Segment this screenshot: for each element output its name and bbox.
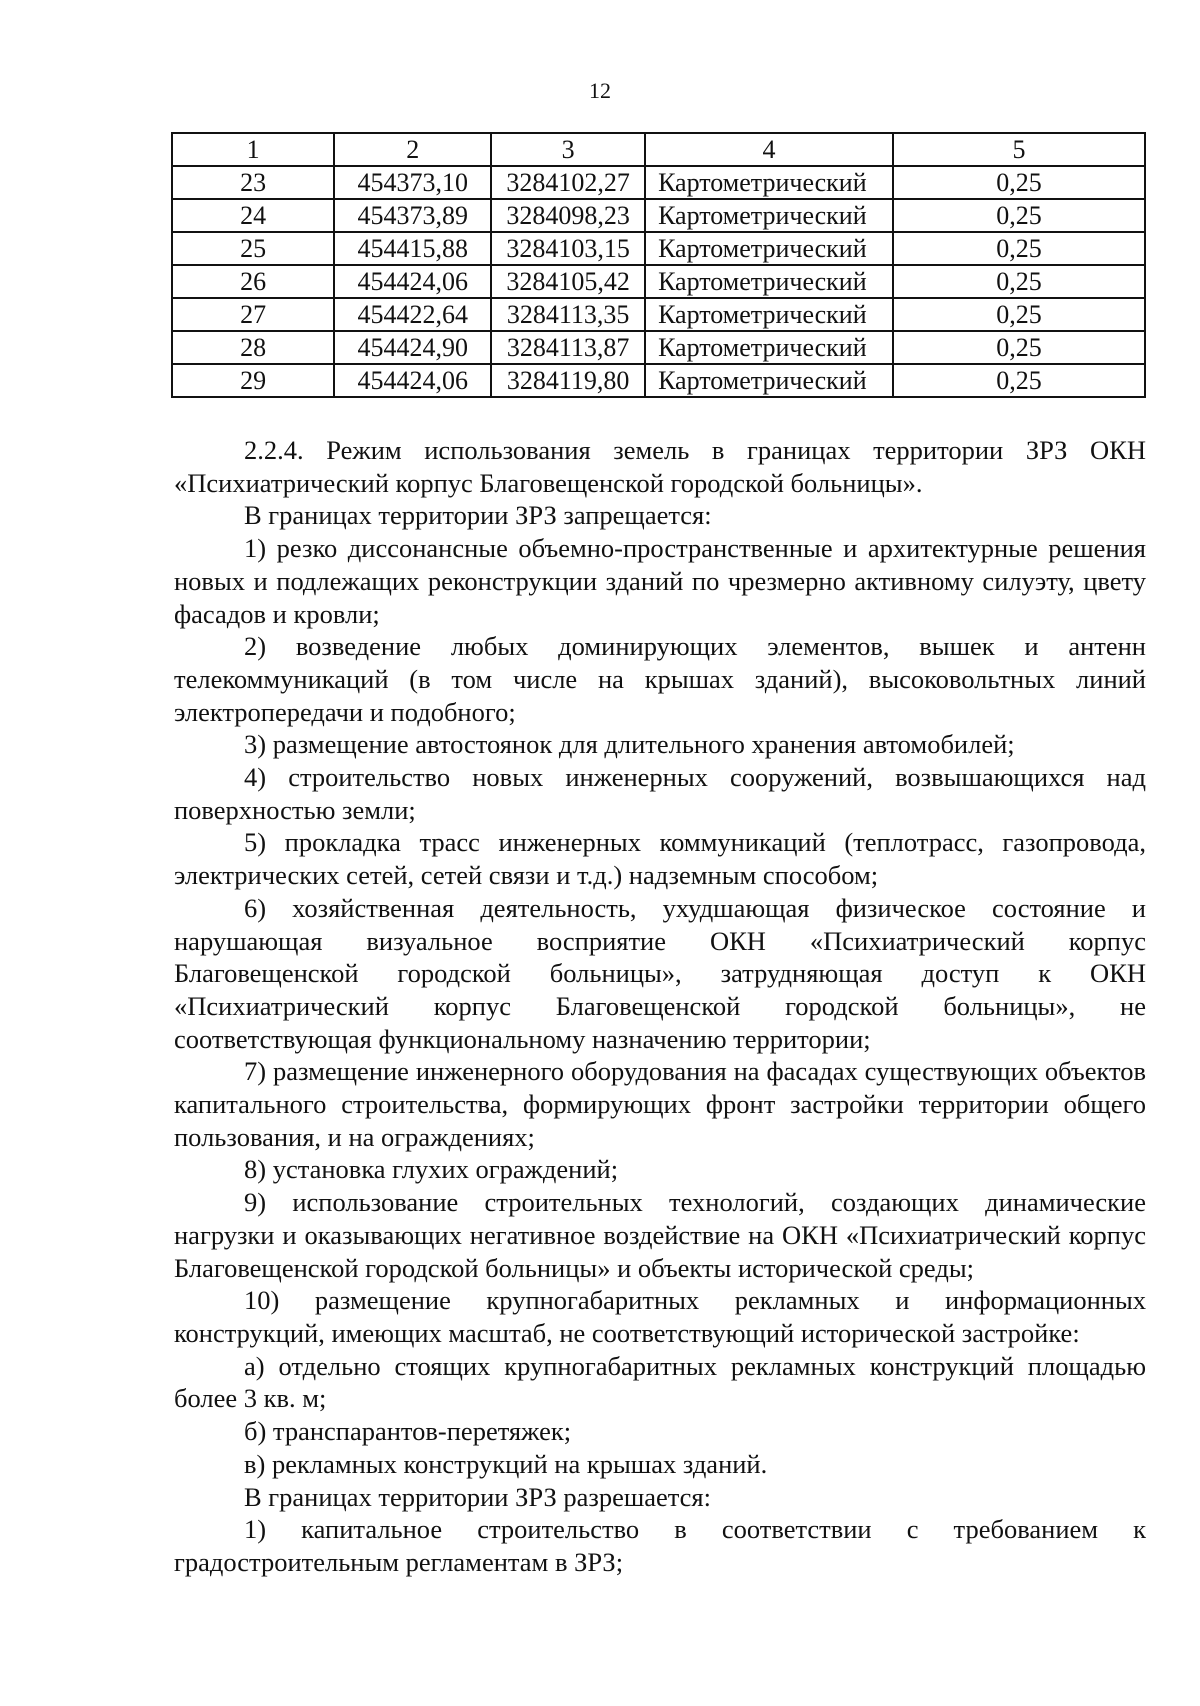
list-item: 10) размещение крупногабаритных рекламных и информационных конструкций, имеющих масштаб, не соответствующий исторической застройке:: [174, 1285, 1146, 1348]
coordinate-x: 454422,64: [334, 298, 491, 331]
method: Картометрический: [645, 364, 893, 397]
table-row: [172, 265, 1145, 298]
accuracy: 0,25: [893, 364, 1145, 397]
accuracy: 0,25: [893, 166, 1145, 199]
table-header-cell: 1: [172, 133, 334, 166]
list-item: 2) возведение любых доминирующих элементов, вышек и антенн телекоммуникаций (в том числе на крышах зданий), высоковольтных линий электропередачи и подобного;: [174, 631, 1146, 727]
coordinate-y: 3284113,87: [491, 331, 645, 364]
list-item: 7) размещение инженерного оборудования на фасадах существующих объектов капитального строительства, формирующих фронт застройки территории общего пользования, и на ограждениях;: [174, 1056, 1146, 1152]
method: Картометрический: [645, 331, 893, 364]
section-heading-paragraph: 2.2.4. Режим использования земель в границах территории ЗРЗ ОКН «Психиатрический корпус Благовещенской городской больницы».: [174, 435, 1146, 498]
list-item: 3) размещение автостоянок для длительного хранения автомобилей;: [244, 729, 1015, 760]
coordinate-x: 454373,10: [334, 166, 491, 199]
point-number: 24: [172, 199, 334, 232]
table-header-cell: 5: [893, 133, 1145, 166]
table-header-cell: 4: [645, 133, 893, 166]
list-item: 1) капитальное строительство в соответствии с требованием к градостроительным регламентам в ЗРЗ;: [174, 1514, 1146, 1577]
point-number: 28: [172, 331, 334, 364]
coordinate-x: 454373,89: [334, 199, 491, 232]
table-header-cell: 3: [491, 133, 645, 166]
coordinate-x: 454424,90: [334, 331, 491, 364]
accuracy: 0,25: [893, 298, 1145, 331]
coordinate-x: 454424,06: [334, 265, 491, 298]
coordinate-x: 454415,88: [334, 232, 491, 265]
coordinate-y: 3284113,35: [491, 298, 645, 331]
coordinate-y: 3284119,80: [491, 364, 645, 397]
table-row: [172, 232, 1145, 265]
sub-list-item: а) отдельно стоящих крупногабаритных рекламных конструкций площадью более 3 кв. м;: [174, 1350, 1146, 1414]
coordinate-y: 3284105,42: [491, 265, 645, 298]
method: Картометрический: [645, 232, 893, 265]
prohibited-intro-paragraph: В границах территории ЗРЗ запрещается:: [244, 500, 712, 531]
table-row: [172, 364, 1145, 397]
sub-list-item: б) транспарантов-перетяжек;: [244, 1416, 572, 1447]
list-item: 5) прокладка трасс инженерных коммуникаций (теплотрасс, газопровода, электрических сетей, сетей связи и т.д.) надземным способом;: [174, 827, 1146, 891]
table-row: [172, 199, 1145, 232]
permitted-intro-paragraph: В границах территории ЗРЗ разрешается:: [244, 1481, 711, 1512]
accuracy: 0,25: [893, 331, 1145, 364]
coordinate-x: 454424,06: [334, 364, 491, 397]
accuracy: 0,25: [893, 232, 1145, 265]
sub-list-item: в) рекламных конструкций на крышах зданий.: [244, 1448, 768, 1479]
table-row: [172, 298, 1145, 331]
page-number: 12: [589, 78, 611, 103]
method: Картометрический: [645, 166, 893, 199]
list-item: 8) установка глухих ограждений;: [244, 1154, 619, 1185]
point-number: 27: [172, 298, 334, 331]
accuracy: 0,25: [893, 199, 1145, 232]
table-header-row: [172, 133, 1145, 166]
table-row: [172, 166, 1145, 199]
coordinate-y: 3284103,15: [491, 232, 645, 265]
body-text: [174, 434, 1146, 1579]
point-number: 25: [172, 232, 334, 265]
table-row: [172, 331, 1145, 364]
coordinate-y: 3284098,23: [491, 199, 645, 232]
list-item: 4) строительство новых инженерных сооружений, возвышающихся над поверхностью земли;: [174, 762, 1146, 825]
list-item: 9) использование строительных технологий, создающих динамические нагрузки и оказывающих негативное воздействие на ОКН «Психиатрический корпус Благовещенской городской больницы» и объекты исторической среды;: [174, 1187, 1146, 1283]
method: Картометрический: [645, 265, 893, 298]
accuracy: 0,25: [893, 265, 1145, 298]
method: Картометрический: [645, 199, 893, 232]
point-number: 26: [172, 265, 334, 298]
table-header-cell: 2: [334, 133, 491, 166]
list-item: 6) хозяйственная деятельность, ухудшающая физическое состояние и нарушающая визуальное восприятие ОКН «Психиатрический корпус Благовещенской городской больницы», затрудняющая доступ к ОКН «Психиатрический корпус Благовещенской городской больницы», не соответствующая функциональному назначению территории;: [174, 892, 1146, 1054]
coordinates-table: [171, 132, 1146, 398]
point-number: 23: [172, 166, 334, 199]
list-item: 1) резко диссонансные объемно-пространственные и архитектурные решения новых и подлежащих реконструкции зданий по чрезмерно активному силуэту, цвету фасадов и кровли;: [174, 533, 1146, 629]
point-number: 29: [172, 364, 334, 397]
coordinate-y: 3284102,27: [491, 166, 645, 199]
method: Картометрический: [645, 298, 893, 331]
